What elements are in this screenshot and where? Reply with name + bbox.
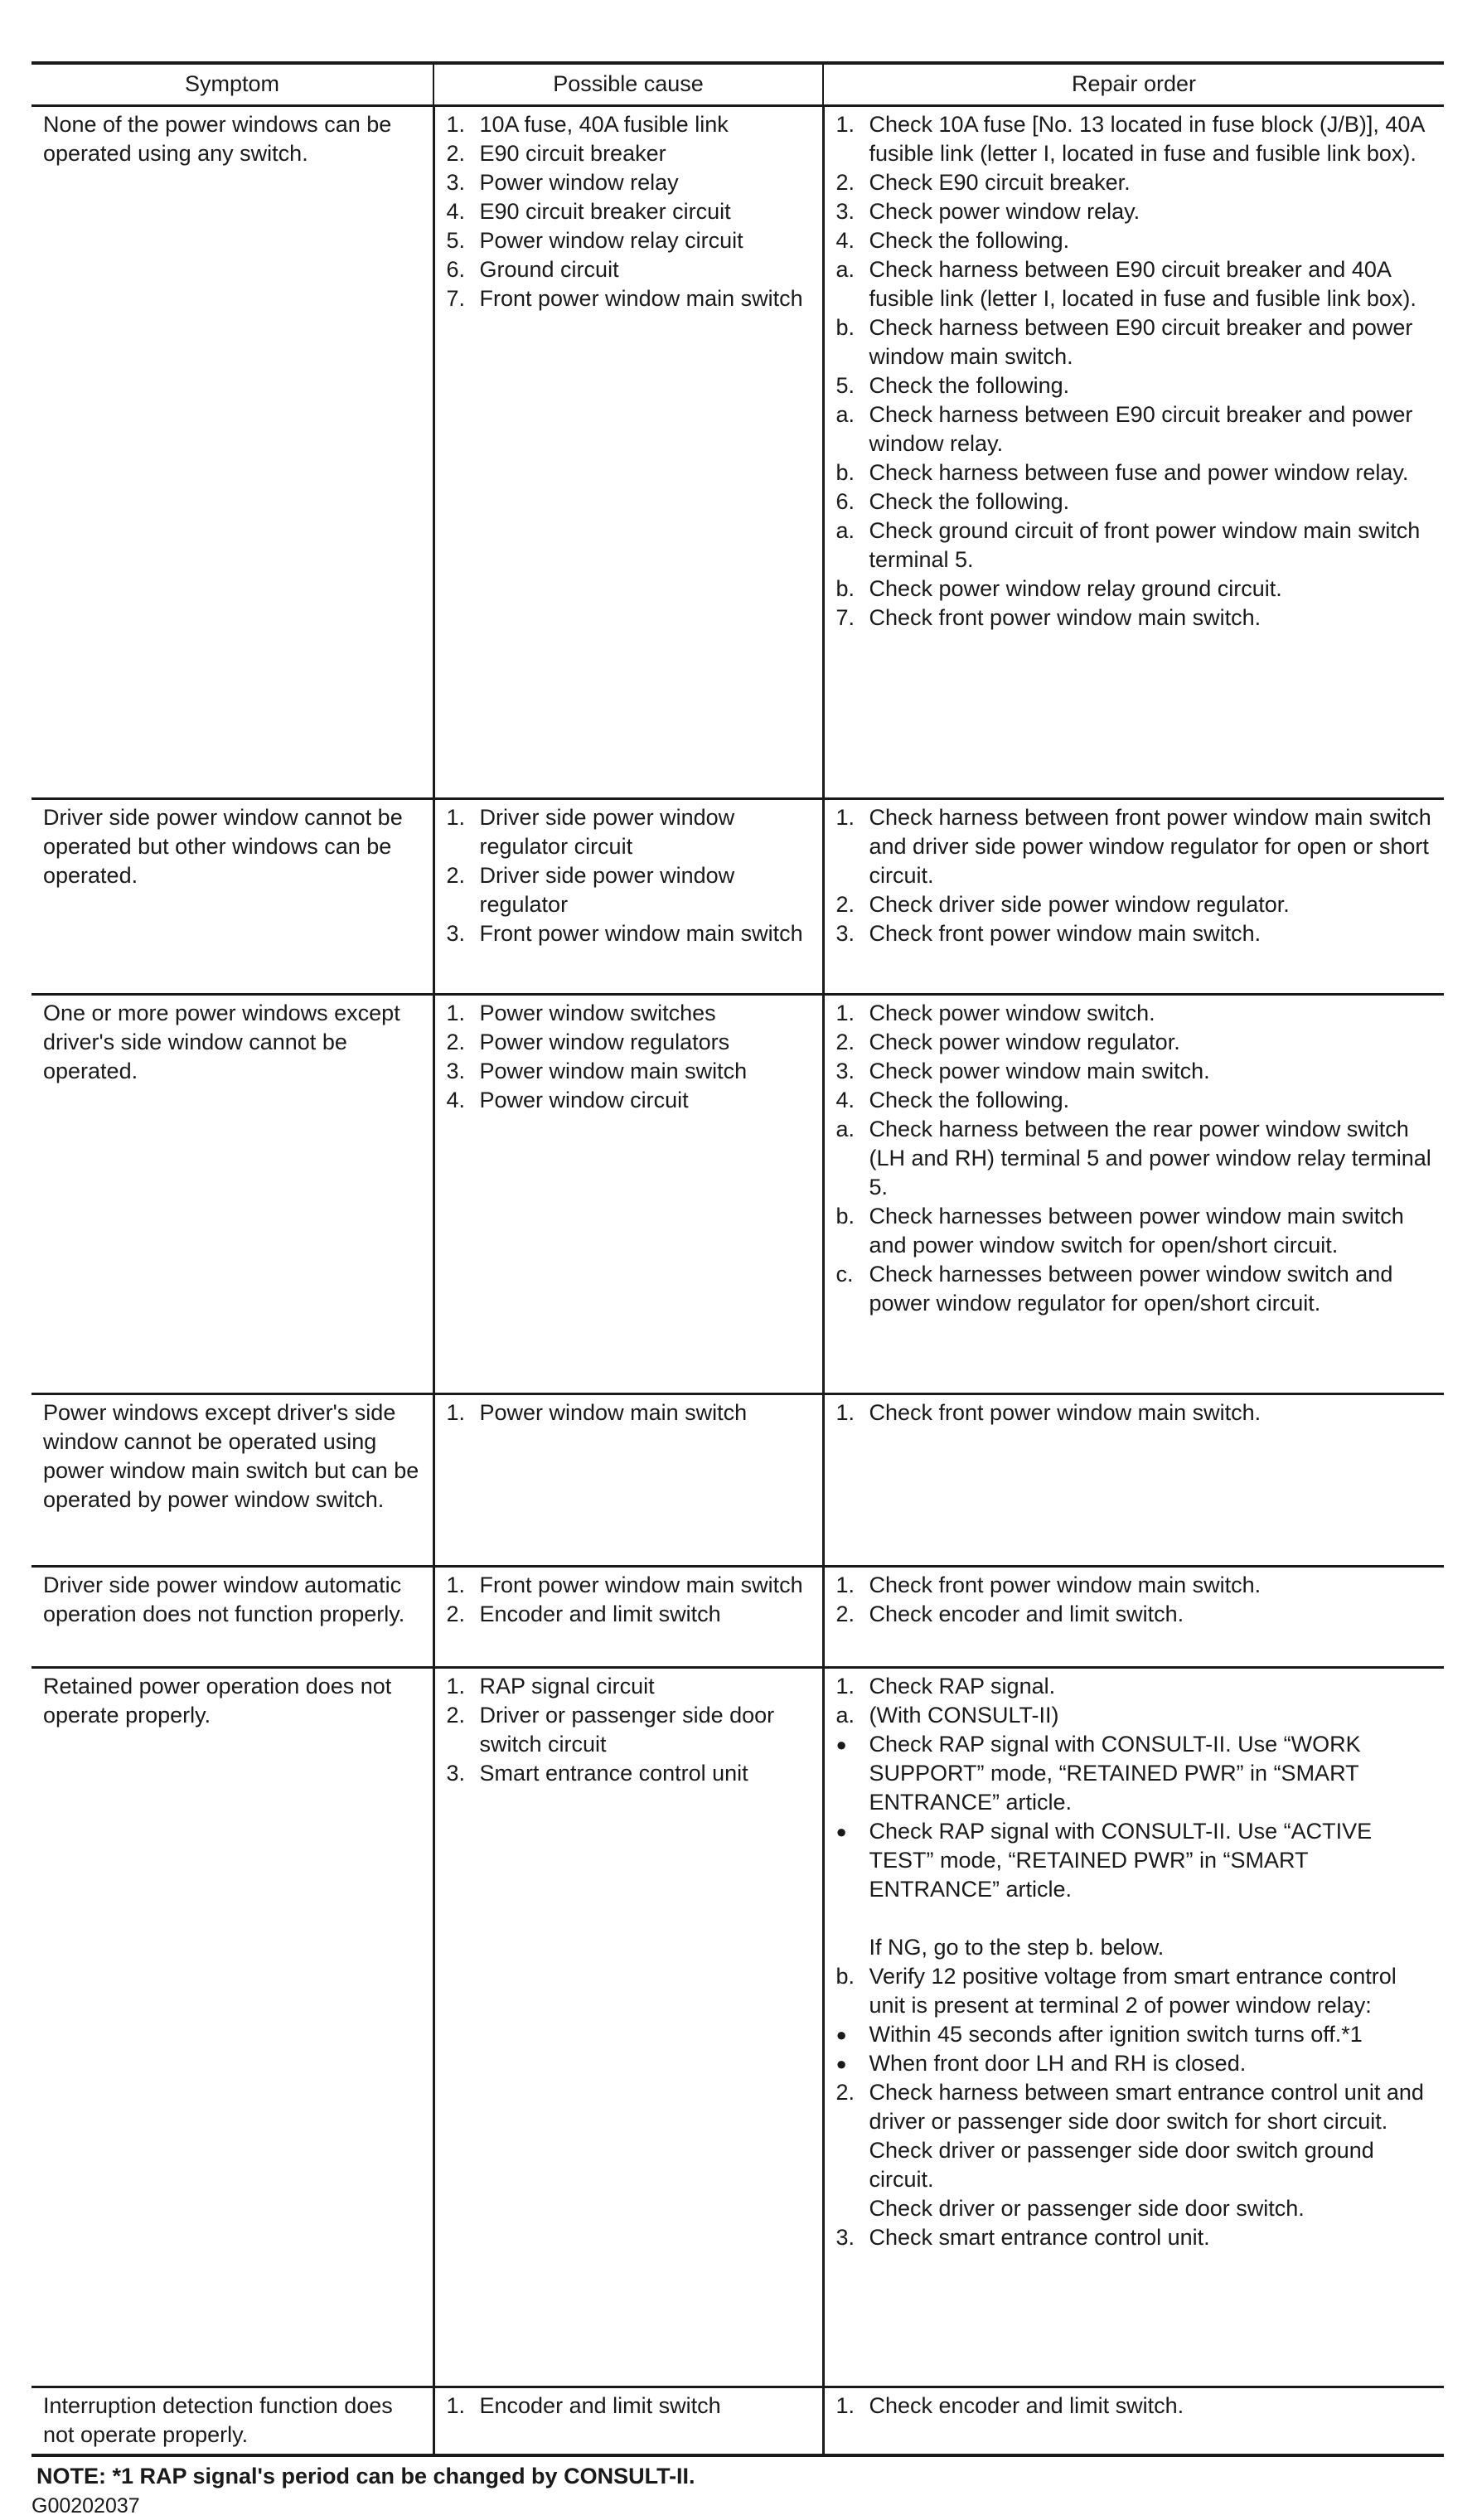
repair-item <box>836 603 1435 632</box>
repair-item <box>836 2078 1435 2136</box>
header-repair-order: Repair order <box>823 63 1444 106</box>
repair-item <box>836 110 1435 168</box>
repair-item-text: Check power window relay. <box>869 199 1140 224</box>
cause-item <box>447 197 812 226</box>
repair-item <box>836 574 1435 603</box>
cause-item <box>447 2392 812 2421</box>
table-row <box>31 1394 1444 1567</box>
symptom-cell <box>31 2387 433 2455</box>
repair-item-text: Check driver or passenger side door switch ground circuit. <box>869 2138 1374 2192</box>
repair-item-text: Check harness between front power window main switch and driver side power window regulator for open or short circuit. <box>869 805 1431 888</box>
repair-item <box>836 226 1435 255</box>
repair-item-text: Check RAP signal with CONSULT-II. Use “ACTIVE TEST” mode, “RETAINED PWR” in “SMART ENTRANCE” article. <box>869 1819 1373 1902</box>
cause-item <box>447 803 812 861</box>
item-number: 1. <box>446 1001 466 1025</box>
cause-item <box>447 139 812 168</box>
repair-item-text: Check 10A fuse [No. 13 located in fuse block (J/B)], 40A fusible link (letter I, located in fuse and fusible link box). <box>869 112 1424 166</box>
repair-item-text: Check smart entrance control unit. <box>869 2225 1210 2250</box>
document <box>31 61 1444 2520</box>
symptom-cell <box>31 1567 433 1668</box>
item-number: b. <box>835 1204 855 1228</box>
repair-item <box>836 1933 1435 1962</box>
cause-cell-list <box>447 1398 812 1427</box>
item-number: 5. <box>446 228 466 253</box>
repair-item-text: Check encoder and limit switch. <box>869 2393 1184 2418</box>
repair-item <box>836 400 1435 458</box>
item-number: 3. <box>835 199 855 224</box>
repair-item <box>836 1817 1435 1904</box>
item-number: 2. <box>835 1602 855 1626</box>
cause-item-text: Power window main switch <box>479 1059 748 1083</box>
repair-item-text: Check power window switch. <box>869 1001 1155 1025</box>
item-number: b. <box>835 315 855 340</box>
cause-item-text: Driver side power window regulator circuit <box>479 805 735 859</box>
cause-cell-list <box>447 1571 812 1629</box>
repair-item <box>836 371 1435 400</box>
cause-item <box>447 1028 812 1057</box>
repair-item-text: Check harness between smart entrance control unit and driver or passenger side door switch for short circuit. <box>869 2080 1424 2134</box>
item-number: a. <box>835 402 855 427</box>
bullet-marker: ● <box>835 1734 847 1755</box>
table-body <box>31 106 1444 2455</box>
header-symptom: Symptom <box>31 63 433 106</box>
repair-cell <box>823 106 1444 799</box>
repair-cell-list <box>836 999 1435 1318</box>
bullet-marker: ● <box>835 1821 847 1842</box>
repair-item <box>836 197 1435 226</box>
item-number: 1. <box>835 1674 855 1699</box>
cause-item <box>447 1672 812 1701</box>
cause-item-text: E90 circuit breaker <box>479 141 666 166</box>
cause-item-text: Power window relay <box>479 170 679 195</box>
item-number: 3. <box>446 1059 466 1083</box>
cause-item <box>447 1759 812 1788</box>
item-number: b. <box>835 576 855 601</box>
repair-cell-list <box>836 1571 1435 1629</box>
item-number: 2. <box>446 141 466 166</box>
cause-cell <box>433 2387 823 2455</box>
symptom-cell <box>31 1394 433 1567</box>
cause-item <box>447 1600 812 1629</box>
repair-item-text: Check harness between the rear power window switch (LH and RH) terminal 5 and power window relay terminal 5. <box>869 1117 1431 1199</box>
symptom-cell <box>31 799 433 995</box>
item-number: 4. <box>835 228 855 253</box>
repair-item-text: Check driver side power window regulator. <box>869 892 1290 917</box>
repair-item <box>836 1730 1435 1817</box>
item-number: 1. <box>446 1674 466 1699</box>
symptom-text: None of the power windows can be operated using any switch. <box>43 112 392 166</box>
repair-item-text: Verify 12 positive voltage from smart entrance control unit is present at terminal 2 of power window relay: <box>869 1964 1397 2018</box>
item-number: 6. <box>835 489 855 514</box>
cause-cell <box>433 995 823 1394</box>
cause-cell-list <box>447 2392 812 2421</box>
repair-item-text: Check power window main switch. <box>869 1059 1210 1083</box>
repair-item-text: Check the following. <box>869 1088 1070 1112</box>
symptom-text: Interruption detection function does not operate properly. <box>43 2393 393 2447</box>
symptom-cell <box>31 106 433 799</box>
repair-item <box>836 1260 1435 1318</box>
repair-item <box>836 1202 1435 1260</box>
cause-cell-list <box>447 110 812 313</box>
item-number: 2. <box>835 892 855 917</box>
item-number: 3. <box>446 170 466 195</box>
item-number: 1. <box>835 112 855 137</box>
repair-item-text: Check ground circuit of front power window main switch terminal 5. <box>869 518 1421 572</box>
item-number: 7. <box>835 605 855 630</box>
repair-item-text: (With CONSULT-II) <box>869 1703 1059 1728</box>
repair-item <box>836 458 1435 487</box>
table-row <box>31 1668 1444 2387</box>
item-number: 6. <box>446 257 466 282</box>
table-row <box>31 2387 1444 2455</box>
cause-item-text: Power window relay circuit <box>479 228 743 253</box>
header-possible-cause: Possible cause <box>433 63 823 106</box>
item-number: a. <box>835 257 855 282</box>
cause-item-text: Power window switches <box>479 1001 716 1025</box>
repair-item <box>836 1115 1435 1202</box>
repair-item <box>836 919 1435 948</box>
item-number: a. <box>835 1117 855 1141</box>
item-number: 4. <box>446 1088 466 1112</box>
repair-item-text: Check the following. <box>869 489 1070 514</box>
repair-cell-list <box>836 1398 1435 1427</box>
repair-item <box>836 255 1435 313</box>
repair-item <box>836 2223 1435 2252</box>
item-number: 1. <box>835 805 855 830</box>
repair-item <box>836 890 1435 919</box>
repair-item-text: Check power window regulator. <box>869 1030 1180 1054</box>
item-number: c. <box>835 1262 854 1287</box>
item-number: 4. <box>446 199 466 224</box>
cause-cell <box>433 799 823 995</box>
repair-item-text: If NG, go to the step b. below. <box>869 1935 1165 1960</box>
bullet-marker: ● <box>835 2053 847 2074</box>
cause-cell-list <box>447 803 812 948</box>
repair-item <box>836 1672 1435 1701</box>
cause-item <box>447 919 812 948</box>
repair-item <box>836 2194 1435 2223</box>
repair-item-text: Check harness between E90 circuit breaker and 40A fusible link (letter I, located in fuse and fusible link box). <box>869 257 1416 311</box>
item-number: 3. <box>835 2225 855 2250</box>
repair-item <box>836 1962 1435 2020</box>
cause-cell <box>433 106 823 799</box>
repair-item-text: Check front power window main switch. <box>869 1573 1262 1597</box>
item-number: a. <box>835 1703 855 1728</box>
repair-item <box>836 1600 1435 1629</box>
symptom-text: Power windows except driver's side window cannot be operated using power window main switch but can be operated by power window switch. <box>43 1400 419 1512</box>
cause-item <box>447 110 812 139</box>
item-number: b. <box>835 460 855 485</box>
repair-item-text: Check E90 circuit breaker. <box>869 170 1131 195</box>
table-row <box>31 1567 1444 1668</box>
item-number: 2. <box>835 1030 855 1054</box>
cause-item-text: 10A fuse, 40A fusible link <box>479 112 729 137</box>
cause-item <box>447 284 812 313</box>
cause-item-text: Front power window main switch <box>479 286 803 311</box>
cause-cell <box>433 1668 823 2387</box>
repair-item-text: Check harness between E90 circuit breaker and power window main switch. <box>869 315 1413 369</box>
symptom-text: Driver side power window automatic operation does not function properly. <box>43 1573 405 1626</box>
repair-cell-list <box>836 110 1435 632</box>
item-number: 3. <box>835 921 855 946</box>
symptom-text: One or more power windows except driver's side window cannot be operated. <box>43 1001 400 1083</box>
cause-item-text: E90 circuit breaker circuit <box>479 199 731 224</box>
item-number: 1. <box>446 805 466 830</box>
item-number: 1. <box>835 1001 855 1025</box>
repair-item <box>836 2392 1435 2421</box>
cause-item-text: Smart entrance control unit <box>479 1761 748 1786</box>
troubleshooting-table <box>31 61 1444 2457</box>
cause-item-text: RAP signal circuit <box>479 1674 655 1699</box>
item-number: 1. <box>835 1400 855 1425</box>
symptom-text: Retained power operation does not operate properly. <box>43 1674 392 1728</box>
repair-item <box>836 1086 1435 1115</box>
repair-item <box>836 516 1435 574</box>
repair-item-text: Check encoder and limit switch. <box>869 1602 1184 1626</box>
cause-item <box>447 1398 812 1427</box>
cause-item-text: Driver side power window regulator <box>479 863 735 917</box>
repair-cell <box>823 1567 1444 1668</box>
cause-item <box>447 1701 812 1759</box>
repair-item-text: Check harnesses between power window main switch and power window switch for open/short circuit. <box>869 1204 1404 1258</box>
item-number: 1. <box>835 1573 855 1597</box>
item-number: 3. <box>835 1059 855 1083</box>
repair-item-text: When front door LH and RH is closed. <box>869 2051 1247 2076</box>
repair-item <box>836 487 1435 516</box>
repair-item-text: Check front power window main switch. <box>869 921 1262 946</box>
cause-item-text: Front power window main switch <box>479 921 803 946</box>
repair-item-text: Check RAP signal with CONSULT-II. Use “WORK SUPPORT” mode, “RETAINED PWR” in “SMART ENTRANCE” article. <box>869 1732 1361 1815</box>
cause-item-text: Ground circuit <box>479 257 619 282</box>
repair-cell-list <box>836 2392 1435 2421</box>
repair-item-text: Check RAP signal. <box>869 1674 1056 1699</box>
item-number: 4. <box>835 1088 855 1112</box>
cause-item <box>447 999 812 1028</box>
repair-cell <box>823 1668 1444 2387</box>
item-number: a. <box>835 518 855 543</box>
table-row <box>31 995 1444 1394</box>
item-number: 1. <box>446 112 466 137</box>
repair-item <box>836 1057 1435 1086</box>
cause-item <box>447 168 812 197</box>
cause-item-text: Driver or passenger side door switch circuit <box>479 1703 775 1757</box>
cause-cell-list <box>447 1672 812 1788</box>
repair-cell <box>823 799 1444 995</box>
repair-item-text: Check harness between E90 circuit breaker and power window relay. <box>869 402 1413 456</box>
repair-item <box>836 2020 1435 2049</box>
item-number: 2. <box>446 1703 466 1728</box>
cause-cell <box>433 1394 823 1567</box>
repair-cell <box>823 2387 1444 2455</box>
repair-item <box>836 1701 1435 1730</box>
repair-item <box>836 1571 1435 1600</box>
item-number: 1. <box>835 2393 855 2418</box>
symptom-text: Driver side power window cannot be operated but other windows can be operated. <box>43 805 403 888</box>
repair-cell <box>823 995 1444 1394</box>
repair-item <box>836 1398 1435 1427</box>
figure-code: G00202037 <box>31 2493 140 2518</box>
cause-item-text: Encoder and limit switch <box>479 1602 721 1626</box>
repair-item-text: Check the following. <box>869 228 1070 253</box>
cause-item <box>447 255 812 284</box>
cause-cell <box>433 1567 823 1668</box>
item-number: 2. <box>446 863 466 888</box>
repair-item-text: Check driver or passenger side door switch. <box>869 2196 1305 2221</box>
cause-item-text: Power window main switch <box>479 1400 748 1425</box>
table-row <box>31 799 1444 995</box>
repair-item-text: Check harnesses between power window switch and power window regulator for open/short circuit. <box>869 1262 1393 1316</box>
repair-cell-list <box>836 1672 1435 2252</box>
repair-item <box>836 1028 1435 1057</box>
cause-item <box>447 1057 812 1086</box>
repair-item <box>836 313 1435 371</box>
repair-item-text: Within 45 seconds after ignition switch turns off.*1 <box>869 2022 1363 2047</box>
repair-item <box>836 2049 1435 2078</box>
cause-item-text: Power window regulators <box>479 1030 730 1054</box>
repair-item-text: Check harness between fuse and power window relay. <box>869 460 1409 485</box>
header-row <box>31 63 1444 106</box>
footnote: NOTE: *1 RAP signal's period can be changed by CONSULT-II. <box>36 2463 695 2488</box>
cause-item-text: Power window circuit <box>479 1088 689 1112</box>
repair-item <box>836 803 1435 890</box>
cause-cell-list <box>447 999 812 1115</box>
repair-item-text: Check the following. <box>869 373 1070 398</box>
bullet-marker: ● <box>835 2024 847 2045</box>
cause-item <box>447 1571 812 1600</box>
item-number: 1. <box>446 1400 466 1425</box>
item-number: 5. <box>835 373 855 398</box>
item-number: 2. <box>446 1602 466 1626</box>
item-number: 1. <box>446 2393 466 2418</box>
cause-item <box>447 226 812 255</box>
cause-item <box>447 861 812 919</box>
repair-item <box>836 168 1435 197</box>
repair-cell <box>823 1394 1444 1567</box>
item-number: 2. <box>835 2080 855 2105</box>
repair-item-text: Check front power window main switch. <box>869 1400 1262 1425</box>
symptom-cell <box>31 995 433 1394</box>
cause-item-text: Front power window main switch <box>479 1573 803 1597</box>
symptom-cell <box>31 1668 433 2387</box>
cause-item-text: Encoder and limit switch <box>479 2393 721 2418</box>
item-number: b. <box>835 1964 855 1989</box>
table-row <box>31 106 1444 799</box>
repair-cell-list <box>836 803 1435 948</box>
item-number: 1. <box>446 1573 466 1597</box>
item-number: 3. <box>446 1761 466 1786</box>
item-number: 7. <box>446 286 466 311</box>
repair-item-text: Check power window relay ground circuit. <box>869 576 1282 601</box>
cause-item <box>447 1086 812 1115</box>
item-number: 3. <box>446 921 466 946</box>
repair-item <box>836 999 1435 1028</box>
repair-item <box>836 2136 1435 2194</box>
item-number: 2. <box>446 1030 466 1054</box>
item-number: 2. <box>835 170 855 195</box>
repair-item-text: Check front power window main switch. <box>869 605 1262 630</box>
